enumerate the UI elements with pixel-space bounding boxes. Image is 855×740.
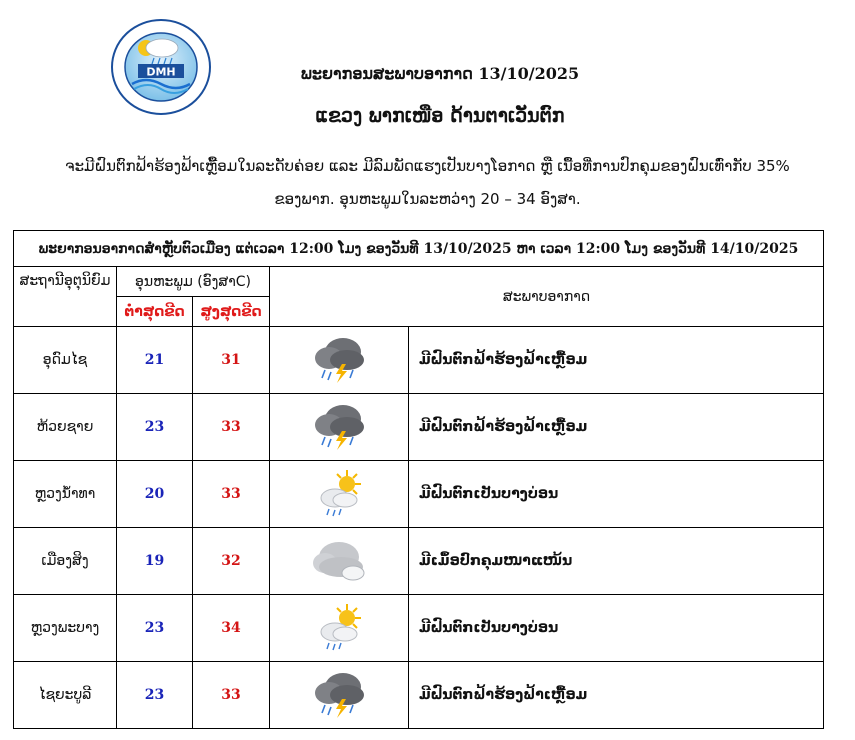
min-temp: 20 <box>117 461 193 528</box>
dmh-logo <box>110 18 212 116</box>
table-row <box>14 461 824 528</box>
condition-text: ມີເມຶ້ອປົກຄຸມໜາແໜ້ນ <box>409 528 824 595</box>
min-temp: 23 <box>117 394 193 461</box>
station-name: ໄຊຍະບູລີ <box>14 662 117 729</box>
max-temp: 33 <box>193 662 270 729</box>
condition-text: ມີຝົນຕົກຟ້າຮ້ອງຟ້າເຫຼື້ອມ <box>409 327 824 394</box>
thunderstorm-icon <box>270 327 409 394</box>
summary-line-2: ຂອງພາກ. ອຸນຫະພູມໃນລະຫວ່າງ 20 – 34 ອົງສາ. <box>274 190 581 208</box>
condition-text: ມີຝົນຕົກເປັນບາງບ່ອນ <box>409 595 824 662</box>
station-name: ຫຼວງນ້ຳທາ <box>14 461 117 528</box>
region-title: ແຂວງ ພາກເໜືອ ດ້ານຕາເວັນຕົກ <box>315 105 565 127</box>
min-temp: 19 <box>117 528 193 595</box>
table-row <box>14 528 824 595</box>
min-temp: 23 <box>117 662 193 729</box>
max-temp-header: ສູງສຸດຂີດ <box>193 297 270 327</box>
max-temp: 34 <box>193 595 270 662</box>
condition-text: ມີຝົນຕົກຟ້າຮ້ອງຟ້າເຫຼື້ອມ <box>409 394 824 461</box>
table-row <box>14 327 824 394</box>
min-temp: 21 <box>117 327 193 394</box>
table-row <box>14 662 824 729</box>
condition-text: ມີຝົນຕົກເປັນບາງບ່ອນ <box>409 461 824 528</box>
forecast-summary <box>40 150 815 216</box>
max-temp: 33 <box>193 394 270 461</box>
min-temp: 23 <box>117 595 193 662</box>
station-name: ຫ້ວຍຊາຍ <box>14 394 117 461</box>
sun-rain-icon <box>270 461 409 528</box>
station-header: ສະຖານີອຸຕຸນິຍົມ <box>14 267 117 327</box>
table-row <box>14 595 824 662</box>
station-name: ຫຼວງພະບາງ <box>14 595 117 662</box>
temperature-header: ອຸນຫະພູມ (ອົງສາC) <box>117 267 270 297</box>
sun-rain-icon <box>270 595 409 662</box>
page-title: ພະຍາກອນສະພາບອາກາດ 13/10/2025 <box>300 64 580 83</box>
condition-header: ສະພາບອາກາດ <box>270 267 824 327</box>
forecast-table <box>13 230 824 729</box>
logo-text: DMH <box>146 65 176 79</box>
thunderstorm-icon <box>270 394 409 461</box>
station-name: ເມືອງສິງ <box>14 528 117 595</box>
forecast-period: ພະຍາກອນອາກາດສຳຫຼັບຕົວເມືອງ ແຕ່ເວລາ 12:00 ໂມງ ຂອງວັນທີ 13/10/2025 ຫາ ເວລາ 12:00 ໂມງ ຂອງວັນທີ 14/10/2025 <box>14 231 824 267</box>
min-temp-header: ຕໍ່າສຸດຂີດ <box>117 297 193 327</box>
cloudy-icon <box>270 528 409 595</box>
summary-line-1: ຈະມີຝົນຕົກຟ້າຮ້ອງຟ້າເຫຼື້ອມໃນລະດັບຄ່ອຍ ແລະ ມີລົມພັດແຮງເປັນບາງໂອກາດ ຫຼື ເນື້ອທີ່ການປົກຄຸມຂອງຝົນເທົ່າກັບ 35% <box>65 157 790 175</box>
table-row <box>14 394 824 461</box>
condition-text: ມີຝົນຕົກຟ້າຮ້ອງຟ້າເຫຼື້ອມ <box>409 662 824 729</box>
thunderstorm-icon <box>270 662 409 729</box>
station-name: ອຸດົມໄຊ <box>14 327 117 394</box>
max-temp: 33 <box>193 461 270 528</box>
max-temp: 32 <box>193 528 270 595</box>
max-temp: 31 <box>193 327 270 394</box>
